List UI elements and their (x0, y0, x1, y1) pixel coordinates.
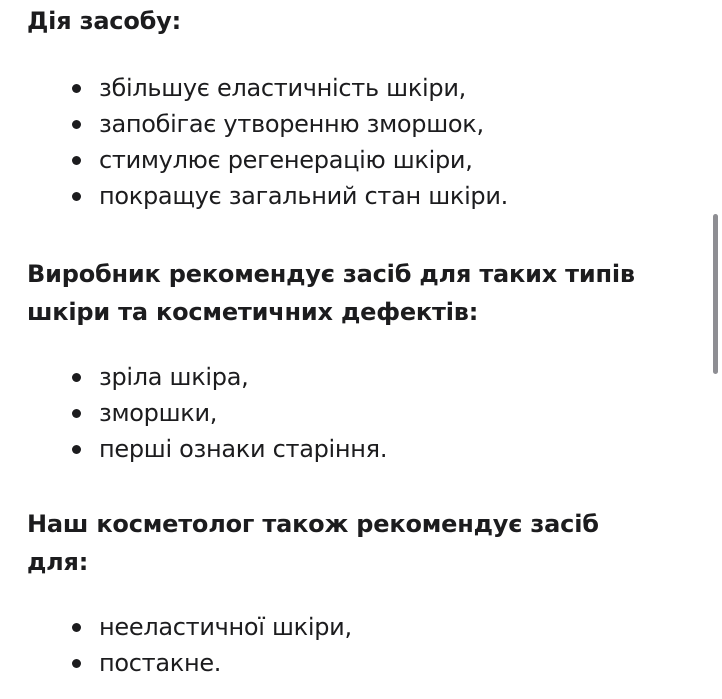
list-item (27, 645, 352, 681)
list-item (27, 178, 508, 214)
list-item (27, 395, 387, 431)
list-item-text: постакне. (99, 649, 222, 677)
list-item (27, 70, 508, 106)
list-item (27, 609, 352, 645)
list-item (27, 106, 508, 142)
bullet-icon (72, 192, 81, 201)
list-item (27, 142, 508, 178)
skin-types-list (27, 359, 387, 467)
list-item-text: нееластичної шкіри, (99, 613, 352, 641)
action-list (27, 70, 508, 214)
list-item (27, 359, 387, 395)
bullet-icon (72, 84, 81, 93)
list-item-text: зморшки, (99, 399, 218, 427)
list-item-text: стимулює регенерацію шкіри, (99, 146, 473, 174)
bullet-icon (72, 120, 81, 129)
bullet-icon (72, 373, 81, 382)
bullet-icon (72, 623, 81, 632)
list-item (27, 431, 387, 467)
bullet-icon (72, 445, 81, 454)
section-heading-action: Дія засобу: (27, 7, 182, 35)
list-item-text: зріла шкіра, (99, 363, 249, 391)
section-heading-cosmetologist-recommendations: Наш косметолог також рекомендує засіб для: (27, 510, 599, 576)
bullet-icon (72, 156, 81, 165)
bullet-icon (72, 659, 81, 668)
list-item-text: збільшує еластичність шкіри, (99, 74, 466, 102)
cosmetologist-list (27, 609, 352, 681)
list-item-text: покращує загальний стан шкіри. (99, 182, 508, 210)
bullet-icon (72, 409, 81, 418)
section-heading-manufacturer-recommendations: Виробник рекомендує засіб для таких типів шкіри та косметичних дефектів: (27, 260, 635, 326)
scrollbar[interactable] (713, 214, 718, 374)
list-item-text: запобігає утворенню зморшок, (99, 110, 484, 138)
list-item-text: перші ознаки старіння. (99, 435, 388, 463)
